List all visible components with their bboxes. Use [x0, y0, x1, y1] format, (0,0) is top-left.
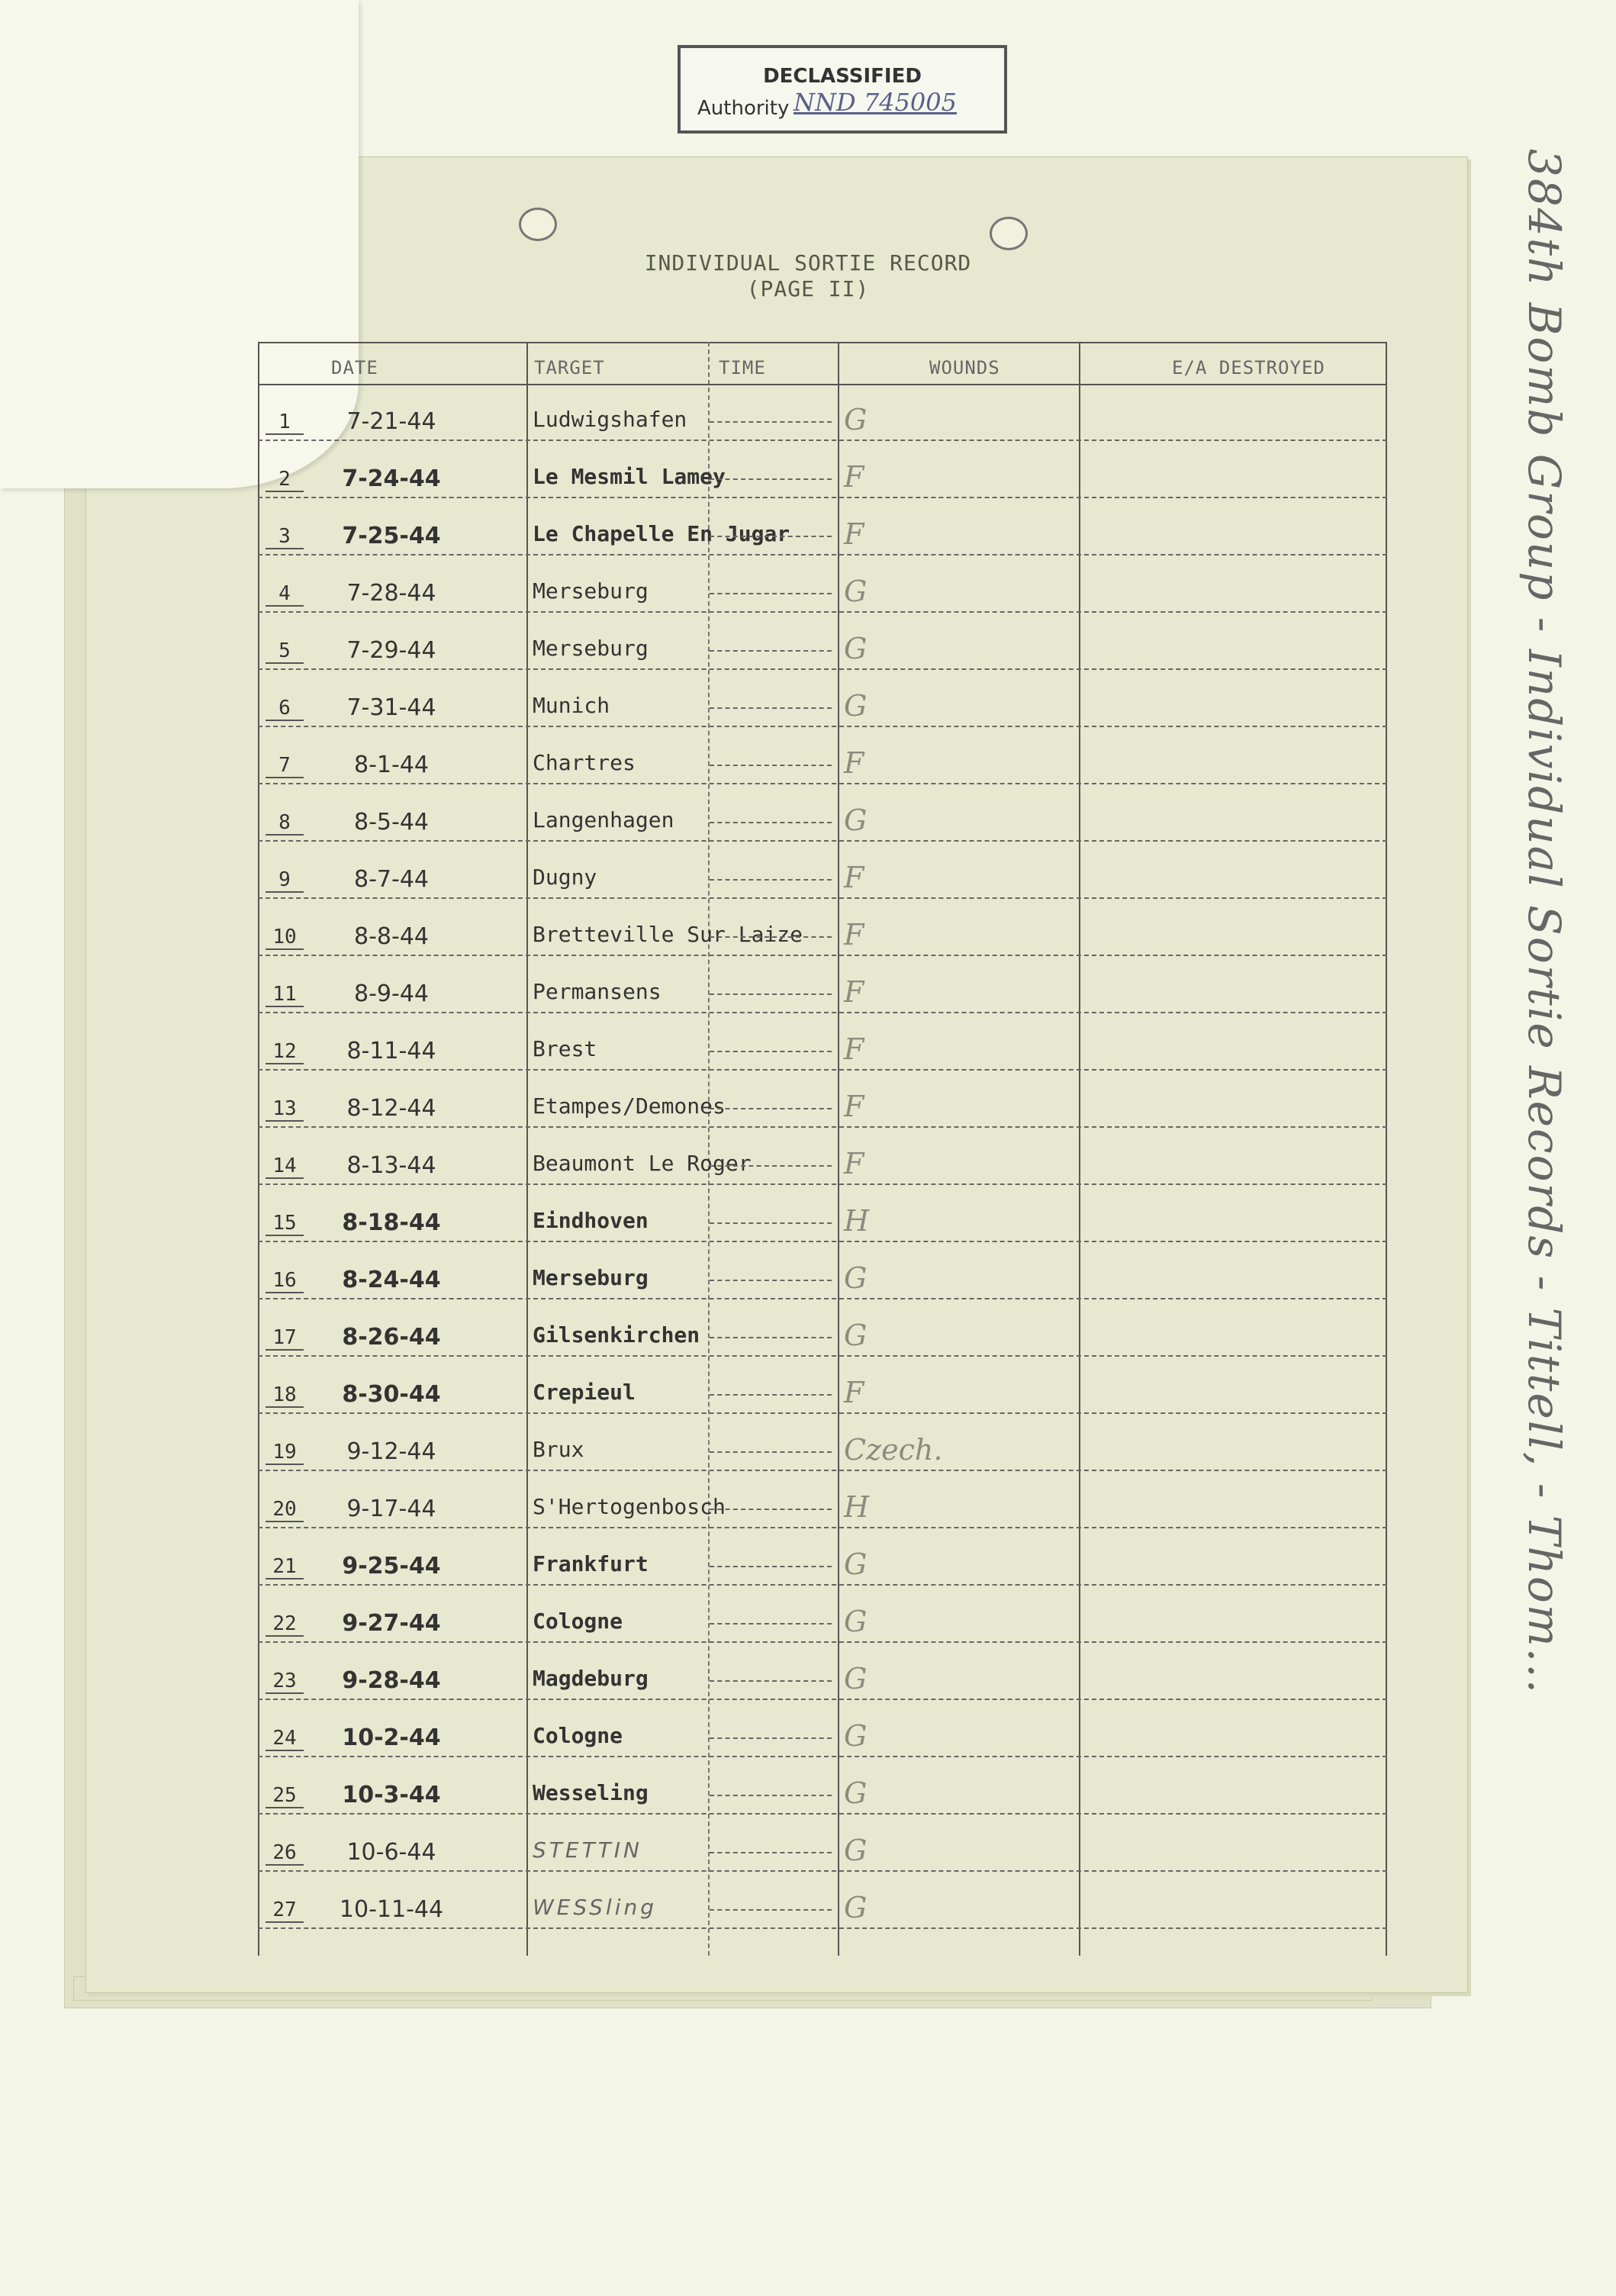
- table-top-border: [258, 342, 1387, 343]
- table-row: [258, 670, 1387, 727]
- row-number: 21: [266, 1555, 304, 1580]
- sortie-table: [258, 342, 1387, 1956]
- row-wounds: F: [844, 746, 864, 780]
- row-target: Le Mesmil Lamey: [533, 464, 726, 489]
- table-row: [258, 842, 1387, 899]
- row-date: 10-11-44: [339, 1896, 444, 1923]
- table-row: [258, 1471, 1387, 1528]
- row-number: 15: [266, 1212, 304, 1236]
- row-time-blank: [710, 1737, 832, 1739]
- row-date: 10-2-44: [342, 1724, 441, 1751]
- header-ea-destroyed: E/A DESTROYED: [1172, 357, 1325, 378]
- table-row: [258, 1299, 1387, 1357]
- row-time-blank: [710, 1509, 832, 1510]
- table-row: [258, 1071, 1387, 1128]
- row-date: 8-13-44: [346, 1152, 436, 1179]
- header-time: TIME: [719, 357, 766, 378]
- stamp-heading: DECLASSIFIED: [763, 65, 922, 88]
- row-wounds: G: [844, 1834, 868, 1867]
- row-target: Le Chapelle En Jugar: [533, 521, 790, 546]
- row-wounds: F: [844, 460, 864, 494]
- table-row: [258, 555, 1387, 613]
- row-number: 20: [266, 1498, 304, 1522]
- row-date: 8-24-44: [342, 1267, 441, 1293]
- row-number: 16: [266, 1269, 304, 1293]
- row-time-blank: [710, 1795, 832, 1796]
- row-number: 2: [266, 468, 304, 492]
- row-date: 8-5-44: [354, 809, 429, 836]
- row-number: 14: [266, 1154, 304, 1179]
- row-number: 27: [266, 1898, 304, 1923]
- row-target: Dugny: [533, 865, 597, 890]
- row-date: 9-28-44: [342, 1667, 441, 1694]
- sheet-title: INDIVIDUAL SORTIE RECORD: [644, 250, 972, 275]
- row-wounds: F: [844, 1376, 864, 1409]
- row-time-blank: [710, 1909, 832, 1911]
- table-row: [258, 1700, 1387, 1757]
- row-target: Permansens: [533, 979, 662, 1004]
- row-number: 22: [266, 1612, 304, 1637]
- table-row: [258, 956, 1387, 1013]
- row-date: 8-11-44: [346, 1038, 436, 1064]
- row-wounds: G: [844, 632, 868, 665]
- row-wounds: G: [844, 1719, 868, 1753]
- row-number: 6: [266, 697, 304, 721]
- row-time-blank: [710, 1051, 832, 1052]
- row-number: 26: [266, 1841, 304, 1866]
- row-time-blank: [710, 993, 832, 995]
- row-date: 9-25-44: [342, 1553, 441, 1580]
- row-date: 8-8-44: [354, 923, 429, 950]
- row-target: Bretteville Sur Laize: [533, 922, 803, 947]
- row-number: 3: [266, 525, 304, 549]
- table-row: [258, 784, 1387, 842]
- row-number: 8: [266, 811, 304, 836]
- row-target: Chartres: [533, 750, 636, 775]
- row-wounds: G: [844, 1891, 868, 1924]
- row-wounds: G: [844, 1776, 868, 1810]
- table-row: [258, 1414, 1387, 1471]
- row-date: 7-25-44: [342, 523, 441, 549]
- row-date: 9-12-44: [346, 1438, 436, 1465]
- row-target: STETTIN: [533, 1837, 642, 1863]
- row-wounds: G: [844, 1547, 868, 1581]
- table-row: [258, 1185, 1387, 1242]
- row-wounds: G: [844, 575, 868, 608]
- row-number: 18: [266, 1383, 304, 1408]
- row-date: 8-30-44: [342, 1381, 441, 1408]
- row-number: 11: [266, 983, 304, 1007]
- punch-hole: [990, 217, 1028, 250]
- row-target: Wesseling: [533, 1780, 649, 1805]
- sheet-subtitle: (PAGE II): [746, 276, 870, 301]
- row-time-blank: [710, 1108, 832, 1109]
- header-date: DATE: [331, 357, 378, 378]
- row-wounds: G: [844, 803, 868, 837]
- row-number: 17: [266, 1326, 304, 1351]
- row-number: 13: [266, 1097, 304, 1122]
- row-wounds: F: [844, 517, 864, 551]
- stamp-authority-label: Authority: [697, 97, 790, 120]
- row-date: 7-29-44: [346, 637, 436, 664]
- row-target: Munich: [533, 693, 610, 718]
- row-time-blank: [710, 1680, 832, 1682]
- row-target: Etampes/Demones: [533, 1093, 726, 1119]
- table-row: [258, 899, 1387, 956]
- row-time-blank: [710, 879, 832, 881]
- row-time-blank: [710, 1222, 832, 1224]
- row-time-blank: [710, 707, 832, 709]
- row-number: 23: [266, 1670, 304, 1694]
- row-date: 7-24-44: [342, 465, 441, 492]
- row-number: 24: [266, 1727, 304, 1751]
- table-row: [258, 1586, 1387, 1643]
- table-row: [258, 1757, 1387, 1815]
- row-wounds: H: [844, 1490, 870, 1524]
- row-target: WESSling: [533, 1895, 658, 1920]
- row-date: 10-6-44: [346, 1839, 436, 1866]
- row-target: Merseburg: [533, 578, 649, 604]
- row-wounds: G: [844, 403, 868, 436]
- row-target: Frankfurt: [533, 1551, 649, 1576]
- row-time-blank: [710, 1852, 832, 1853]
- row-target: Ludwigshafen: [533, 407, 687, 432]
- table-row: [258, 613, 1387, 670]
- row-time-blank: [710, 1165, 832, 1167]
- table-row: [258, 1528, 1387, 1586]
- handwritten-margin-note: 384th Bomb Group - Individual Sortie Records - Tittell, - Thom...: [1518, 149, 1570, 1695]
- row-time-blank: [710, 650, 832, 652]
- row-date: 9-27-44: [342, 1610, 441, 1637]
- row-time-blank: [710, 1280, 832, 1281]
- row-number: 9: [266, 868, 304, 893]
- row-date: 8-1-44: [354, 752, 429, 778]
- row-target: Brest: [533, 1036, 597, 1061]
- header-wounds: WOUNDS: [929, 357, 1000, 378]
- punch-hole: [519, 208, 557, 241]
- row-date: 7-31-44: [346, 694, 436, 721]
- row-number: 7: [266, 754, 304, 778]
- row-wounds: G: [844, 1261, 868, 1295]
- row-target: Cologne: [533, 1608, 623, 1634]
- table-row: [258, 384, 1387, 441]
- row-number: 5: [266, 639, 304, 664]
- row-time-blank: [710, 1394, 832, 1396]
- table-row: [258, 1643, 1387, 1700]
- row-wounds: H: [844, 1204, 870, 1238]
- row-date: 8-9-44: [354, 981, 429, 1007]
- row-target: Merseburg: [533, 636, 649, 661]
- row-wounds: F: [844, 1032, 864, 1066]
- row-number: 12: [266, 1040, 304, 1064]
- row-time-blank: [710, 421, 832, 423]
- table-row: [258, 727, 1387, 784]
- row-time-blank: [710, 478, 832, 480]
- table-row: [258, 1357, 1387, 1414]
- row-date: 8-18-44: [342, 1209, 441, 1236]
- row-number: 25: [266, 1784, 304, 1808]
- table-row: [258, 1128, 1387, 1185]
- row-target: Magdeburg: [533, 1666, 649, 1691]
- row-target: Gilsenkirchen: [533, 1322, 700, 1348]
- row-wounds: G: [844, 1605, 868, 1638]
- declassified-stamp: [678, 45, 1007, 134]
- table-row: [258, 1013, 1387, 1071]
- row-time-blank: [710, 593, 832, 594]
- table-row: [258, 441, 1387, 498]
- row-divider: [258, 1927, 1387, 1929]
- table-row: [258, 1242, 1387, 1299]
- row-date: 8-12-44: [346, 1095, 436, 1122]
- row-wounds: G: [844, 689, 868, 723]
- row-date: 8-26-44: [342, 1324, 441, 1351]
- header-target: TARGET: [534, 357, 605, 378]
- row-date: 7-28-44: [346, 580, 436, 607]
- row-number: 4: [266, 582, 304, 607]
- row-time-blank: [710, 765, 832, 766]
- row-target: Langenhagen: [533, 807, 674, 832]
- table-row: [258, 1815, 1387, 1872]
- row-wounds: F: [844, 918, 864, 952]
- row-time-blank: [710, 1451, 832, 1453]
- row-number: 19: [266, 1441, 304, 1465]
- row-wounds: F: [844, 1090, 864, 1123]
- row-number: 10: [266, 926, 304, 950]
- row-wounds: F: [844, 975, 864, 1009]
- row-target: Merseburg: [533, 1265, 649, 1290]
- row-date: 10-3-44: [342, 1782, 441, 1808]
- row-target: Crepieul: [533, 1380, 636, 1405]
- row-time-blank: [710, 822, 832, 823]
- stamp-authority-value: NND 745005: [794, 88, 957, 117]
- row-date: 9-17-44: [346, 1496, 436, 1522]
- row-target: Brux: [533, 1437, 584, 1462]
- row-time-blank: [710, 536, 832, 537]
- row-date: 8-7-44: [354, 866, 429, 893]
- table-row: [258, 1872, 1387, 1929]
- row-target: Cologne: [533, 1723, 623, 1748]
- row-wounds: F: [844, 861, 864, 894]
- row-wounds: Czech.: [844, 1433, 943, 1467]
- table-row: [258, 498, 1387, 555]
- row-number: 1: [266, 411, 304, 435]
- row-wounds: F: [844, 1147, 864, 1180]
- row-wounds: G: [844, 1662, 868, 1695]
- row-wounds: G: [844, 1319, 868, 1352]
- row-time-blank: [710, 936, 832, 938]
- row-target: Beaumont Le Roger: [533, 1151, 752, 1176]
- row-date: 7-21-44: [346, 408, 436, 435]
- row-time-blank: [710, 1566, 832, 1567]
- row-target: S'Hertogenbosch: [533, 1494, 726, 1519]
- row-time-blank: [710, 1337, 832, 1338]
- row-time-blank: [710, 1623, 832, 1625]
- row-target: Eindhoven: [533, 1208, 649, 1233]
